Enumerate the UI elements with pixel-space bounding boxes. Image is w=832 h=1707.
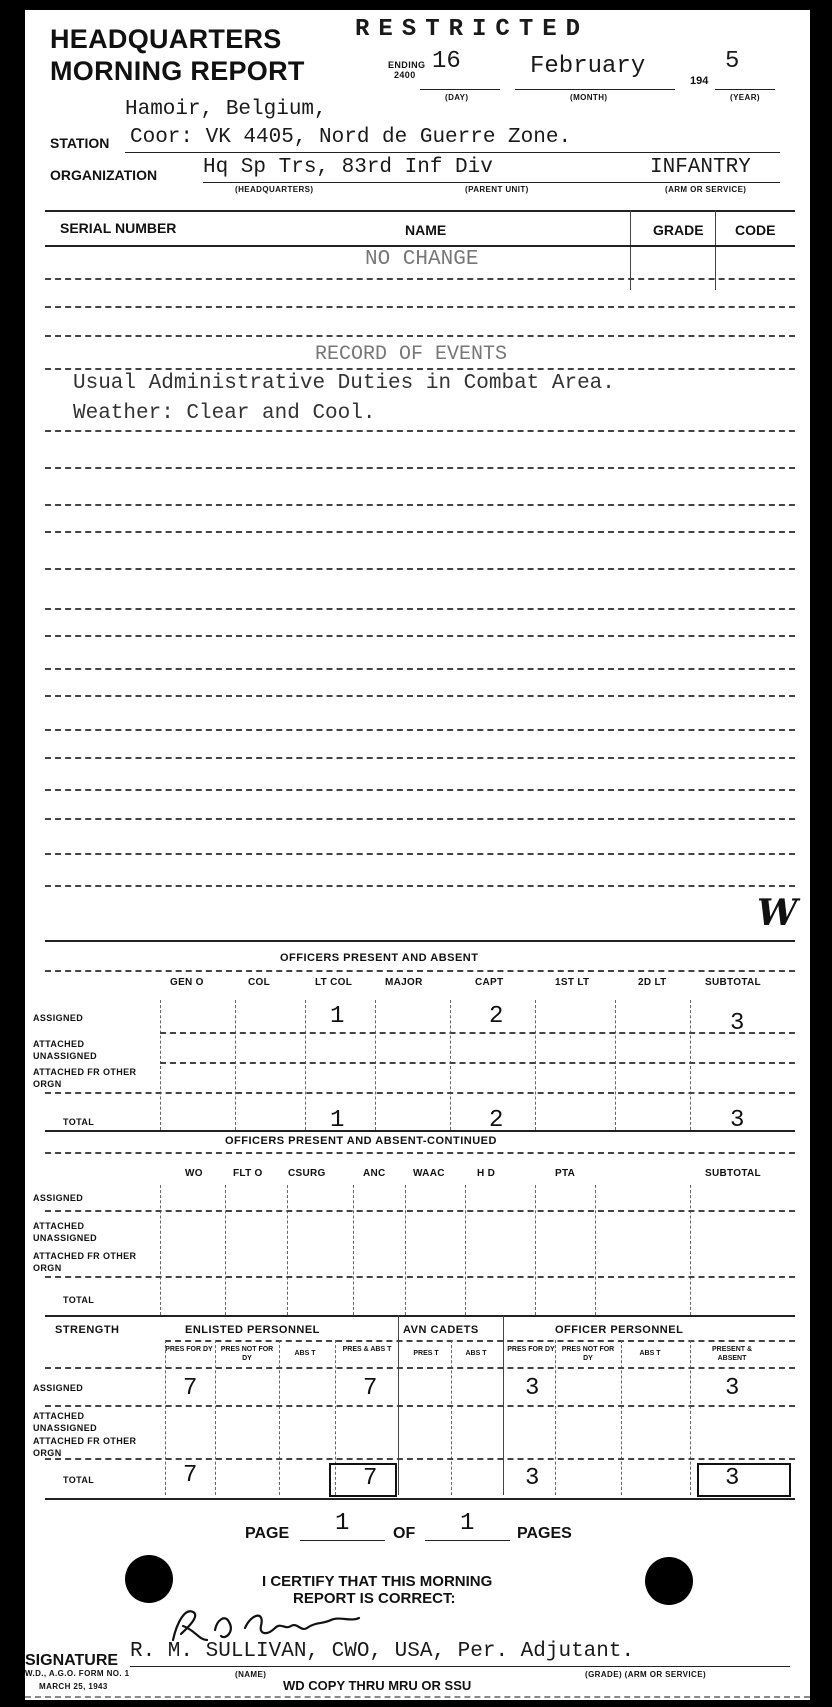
- col-code: CODE: [735, 222, 776, 238]
- officers-cont-title: OFFICERS PRESENT AND ABSENT-CONTINUED: [225, 1135, 497, 1147]
- certify-line-2: REPORT IS CORRECT:: [293, 1590, 456, 1607]
- record-of-events-heading: RECORD OF EVENTS: [315, 343, 508, 366]
- certify-line-1: I CERTIFY THAT THIS MORNING: [262, 1573, 493, 1590]
- organization-value: Hq Sp Trs, 83rd Inf Div: [203, 156, 493, 179]
- form-number: W.D., A.G.O. FORM NO. 1: [25, 1669, 130, 1678]
- of-label: OF: [393, 1525, 416, 1542]
- sub-col-3: ABS T: [294, 1350, 316, 1357]
- signature-name-caption: (NAME): [235, 1670, 267, 1679]
- officers-assigned-subtotal: 3: [730, 1010, 745, 1037]
- pages-label: PAGES: [517, 1525, 572, 1542]
- sub-col-4: PRES & ABS T: [342, 1346, 392, 1353]
- binder-hole-right: [645, 1557, 693, 1605]
- sub-col-2: PRES NOT FOR DY: [220, 1346, 274, 1362]
- initial-mark: W: [757, 892, 798, 934]
- cont-row-total: TOTAL: [63, 1295, 95, 1305]
- officers-row-total: TOTAL: [63, 1117, 95, 1127]
- arm-caption: (ARM OR SERVICE): [665, 185, 747, 194]
- officers-total-lt-col: 1: [330, 1107, 345, 1134]
- officers-row-assigned: ASSIGNED: [33, 1013, 84, 1023]
- strength-assigned-pres-for-dy: 7: [183, 1375, 198, 1402]
- month-caption: (MONTH): [570, 93, 608, 102]
- signature-value: R. M. SULLIVAN, CWO, USA, Per. Adjutant.: [130, 1640, 635, 1663]
- col-name: NAME: [405, 222, 447, 238]
- station-location: Hamoir, Belgium,: [125, 98, 327, 121]
- strength-label: STRENGTH: [55, 1324, 120, 1336]
- officers-assigned-capt: 2: [489, 1003, 504, 1030]
- col-flt-o: FLT O: [233, 1168, 263, 1179]
- col-1st-lt: 1ST LT: [555, 977, 590, 988]
- col-2d-lt: 2D LT: [638, 977, 667, 988]
- day-caption: (DAY): [445, 93, 469, 102]
- cont-row-attached-unassigned: ATTACHED UNASSIGNED: [33, 1221, 98, 1243]
- header-title-2: MORNING REPORT: [50, 56, 305, 86]
- col-subtotal: SUBTOTAL: [705, 977, 761, 988]
- copy-notice: WD COPY THRU MRU OR SSU: [283, 1678, 472, 1693]
- col-lt-col: LT COL: [315, 977, 353, 988]
- col-capt: CAPT: [475, 977, 504, 988]
- parent-caption: (PARENT UNIT): [465, 185, 529, 194]
- group-officer-personnel: OFFICER PERSONNEL: [555, 1324, 684, 1336]
- strength-total-pres-abs: 7: [363, 1465, 378, 1492]
- col-col: COL: [248, 977, 271, 988]
- no-change-entry: NO CHANGE: [365, 248, 479, 271]
- sub-col-10: PRESENT & ABSENT: [711, 1346, 753, 1362]
- officers-total-capt: 2: [489, 1107, 504, 1134]
- col-subtotal-cont: SUBTOTAL: [705, 1168, 761, 1179]
- ending-time: 2400: [394, 70, 416, 80]
- signature-label: SIGNATURE: [25, 1652, 119, 1669]
- strength-total-pres-for-dy: 7: [183, 1462, 198, 1489]
- strength-assigned-pres-abs: 7: [363, 1375, 378, 1402]
- arm-of-service: INFANTRY: [650, 156, 751, 179]
- col-wo: WO: [185, 1168, 203, 1179]
- page-label: PAGE: [245, 1525, 290, 1542]
- col-csurg: CSURG: [288, 1168, 326, 1179]
- col-grade: GRADE: [653, 222, 704, 238]
- group-avn-cadets: AVN CADETS: [403, 1324, 479, 1336]
- page-number: 1: [335, 1510, 350, 1537]
- strength-row-total: TOTAL: [63, 1475, 95, 1485]
- col-major: MAJOR: [385, 977, 423, 988]
- officers-total-subtotal: 3: [730, 1107, 745, 1134]
- hq-caption: (HEADQUARTERS): [235, 185, 314, 194]
- header-title-1: HEADQUARTERS: [50, 24, 282, 54]
- col-waac: WAAC: [413, 1168, 445, 1179]
- strength-row-attached-unassigned: ATTACHED UNASSIGNED: [33, 1411, 98, 1433]
- binder-hole-left: [125, 1555, 173, 1603]
- events-line-2: Weather: Clear and Cool.: [73, 402, 376, 425]
- strength-row-attached-fr: ATTACHED FR OTHER ORGN: [33, 1436, 137, 1458]
- strength-total-off-total: 3: [725, 1465, 740, 1492]
- report-year: 5: [725, 48, 740, 75]
- sub-col-6: ABS T: [465, 1350, 487, 1357]
- organization-label: ORGANIZATION: [50, 167, 158, 183]
- signature-grade-caption: (GRADE) (ARM OR SERVICE): [585, 1670, 707, 1679]
- sub-col-1: PRES FOR DY: [165, 1346, 213, 1353]
- sub-col-5: PRES T: [413, 1350, 439, 1357]
- sub-col-7: PRES FOR DY: [507, 1346, 555, 1353]
- officers-title: OFFICERS PRESENT AND ABSENT: [280, 952, 479, 964]
- strength-assigned-off-total: 3: [725, 1375, 740, 1402]
- officers-row-attached-unassigned: ATTACHED UNASSIGNED: [33, 1039, 98, 1061]
- classification-stamp: RESTRICTED: [355, 16, 590, 43]
- sub-col-9: ABS T: [639, 1350, 661, 1357]
- sub-col-8: PRES NOT FOR DY: [561, 1346, 615, 1362]
- col-serial-number: SERIAL NUMBER: [60, 220, 177, 236]
- form-date: MARCH 25, 1943: [39, 1682, 108, 1691]
- report-month: February: [530, 53, 646, 80]
- strength-total-off-box: [697, 1463, 791, 1497]
- events-line-1: Usual Administrative Duties in Combat Area.: [73, 372, 615, 395]
- year-prefix: 194: [690, 75, 709, 87]
- officers-row-attached-fr: ATTACHED FR OTHER ORGN: [33, 1067, 137, 1089]
- report-day: 16: [432, 48, 461, 75]
- year-caption: (YEAR): [730, 93, 760, 102]
- morning-report-sheet: [25, 10, 810, 1700]
- station-label: STATION: [50, 135, 110, 151]
- group-enlisted: ENLISTED PERSONNEL: [185, 1324, 320, 1336]
- cont-row-attached-fr: ATTACHED FR OTHER ORGN: [33, 1251, 137, 1273]
- col-gen-o: GEN O: [170, 977, 204, 988]
- station-value: Coor: VK 4405, Nord de Guerre Zone.: [130, 126, 572, 149]
- strength-row-assigned: ASSIGNED: [33, 1383, 84, 1393]
- col-anc: ANC: [363, 1168, 386, 1179]
- ending-label: ENDING: [388, 60, 426, 70]
- officers-assigned-lt-col: 1: [330, 1003, 345, 1030]
- col-pta: PTA: [555, 1168, 576, 1179]
- strength-assigned-off-pres: 3: [525, 1375, 540, 1402]
- col-hd: H D: [477, 1168, 496, 1179]
- strength-total-off-pres: 3: [525, 1465, 540, 1492]
- total-pages: 1: [460, 1510, 475, 1537]
- cont-row-assigned: ASSIGNED: [33, 1193, 84, 1203]
